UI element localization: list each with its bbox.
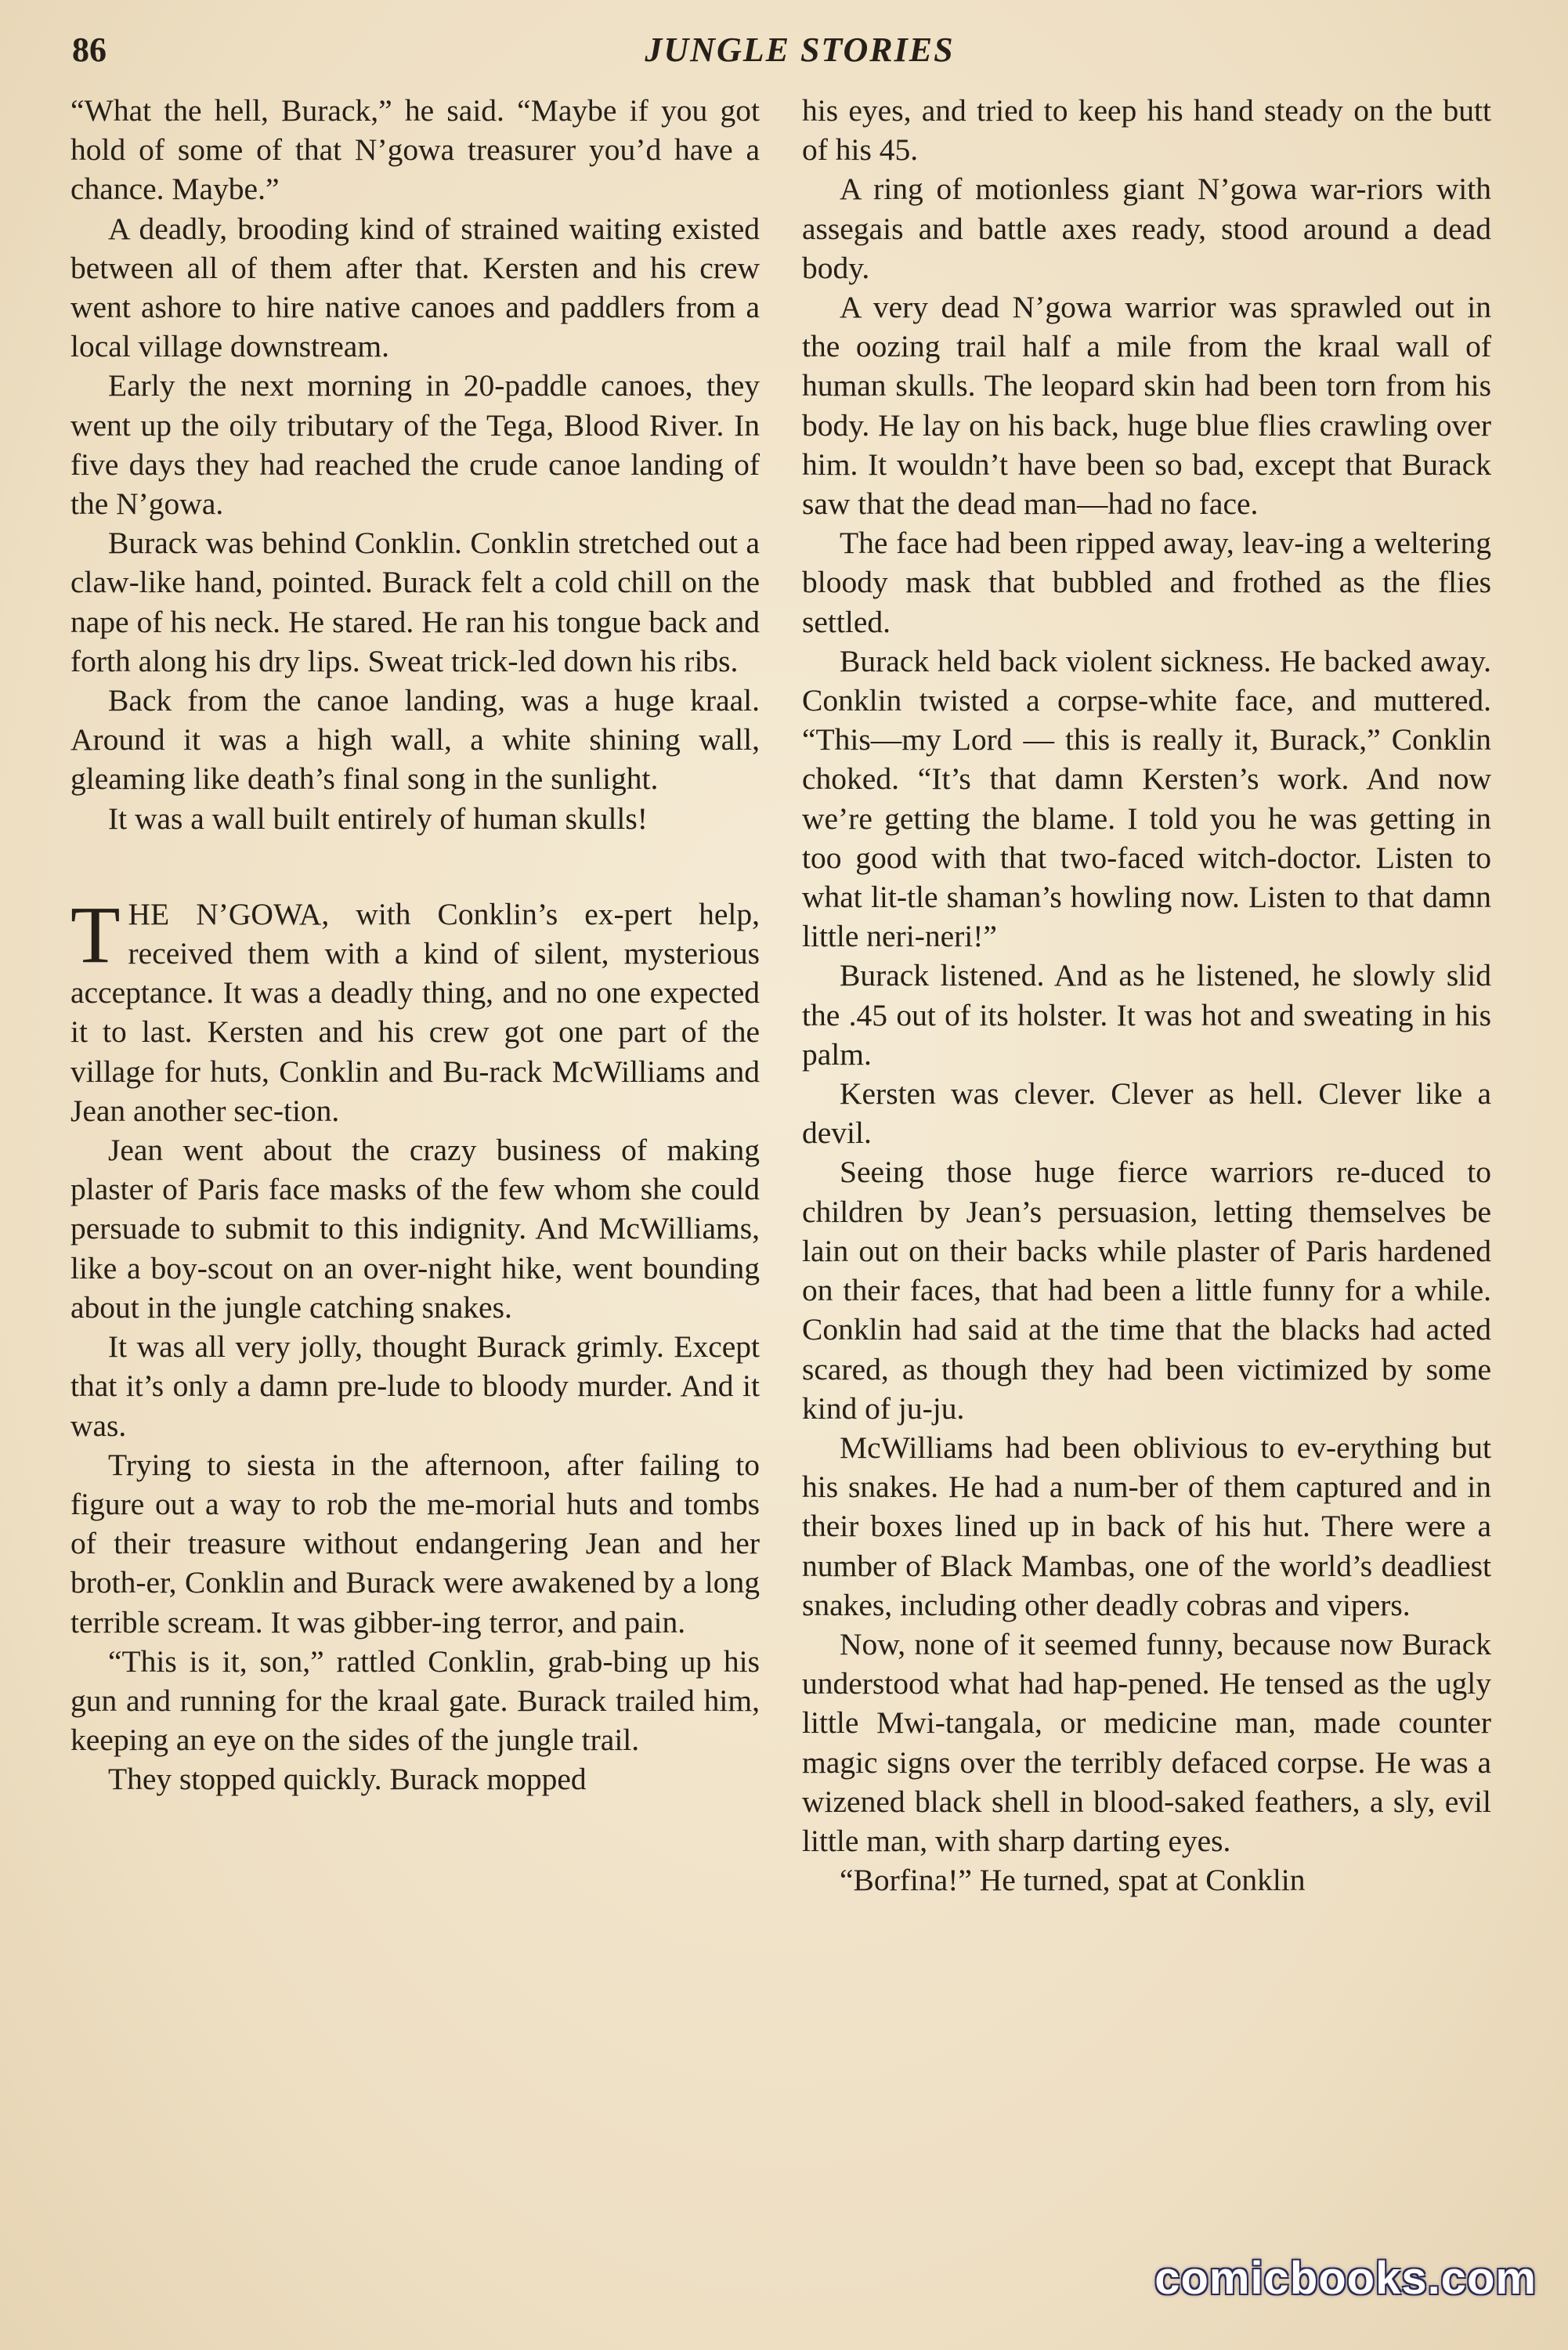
paragraph: his eyes, and tried to keep his hand steady on the butt of his 45. — [802, 93, 1491, 168]
paragraph: Burack held back violent sickness. He backed away. Conklin twisted a corpse-white face, and muttered. “This—my Lord — this is really it, Burack,” Conklin choked. “It’s that damn Kersten’s work. And now we’re getting the blame. I told you he was getting in too good with that two-faced witch-doctor. Listen to what lit-tle shaman’s howling now. Listen to that damn little neri-neri!” — [802, 643, 1491, 954]
paragraph: They stopped quickly. Burack mopped — [108, 1762, 587, 1797]
page-number: 86 — [72, 31, 107, 69]
drop-cap: T — [70, 889, 121, 980]
paragraph: Early the next morning in 20-paddle canoes, they went up the oily tributary of the Tega, Blood River. In five days they had reached the crude canoe landing of the N’gowa. — [70, 368, 760, 522]
paragraph: Kersten was clever. Clever as hell. Clever like a devil. — [802, 1076, 1491, 1151]
paragraph: Jean went about the crazy business of making plaster of Paris face masks of the few whom she could persuade to submit to this indignity. And McWilliams, like a boy-scout on an over-night hike, went bounding about in the jungle catching snakes. — [70, 1133, 760, 1325]
paragraph: Now, none of it seemed funny, because now Burack understood what had hap-pened. He tensed as the ugly little Mwi-tangala, or medicine man, made counter magic signs over the terribly defaced corpse. He was a wizened black shell in blood-saked feathers, a sly, evil little man, with sharp darting eyes. — [802, 1626, 1491, 1858]
paragraph: Burack listened. And as he listened, he slowly slid the .45 out of its holster. It was hot and sweating in his palm. — [802, 958, 1491, 1072]
paragraph: A very dead N’gowa warrior was sprawled out in the oozing trail half a mile from the kraal wall of human skulls. The leopard skin had been torn from his body. He lay on his back, huge blue flies crawling over him. It wouldn’t have been so bad, except that Burack saw that the dead man—had no face. — [802, 290, 1491, 522]
paragraph: “What the hell, Burack,” he said. “Maybe if you got hold of some of that N’gowa treasurer you’d have a chance. Maybe.” — [70, 93, 760, 207]
paragraph: Burack was behind Conklin. Conklin stretched out a claw-like hand, pointed. Burack felt a cold chill on the nape of his neck. He stared. He ran his tongue back and forth along his dry lips. Sweat trick-led down his ribs. — [70, 526, 760, 678]
section-break — [70, 838, 760, 895]
paragraph: Seeing those huge fierce warriors re-duced to children by Jean’s persuasion, letting themselves be lain out on their backs while plaster of Paris hardened on their faces, that had been a little funny for a while. Conklin had said at the time that the blacks had acted scared, as though they had been victimized by some kind of ju-ju. — [802, 1155, 1491, 1426]
smallcaps-lead: HE N’GOWA, — [128, 896, 330, 931]
paragraph: “This is it, son,” rattled Conklin, grab-bing up his gun and running for the kraal gate. Burack trailed him, keeping an eye on the sides of the jungle trail. — [70, 1643, 760, 1758]
dropcap-paragraph-text: with Conklin’s ex-pert help, received them with a kind of silent, mysterious acceptance. It was a deadly thing, and no one expected it to last. Kersten and his crew got one part of the village for huts, Conklin and Bu-rack McWilliams and Jean another sec-tion. — [70, 896, 760, 1128]
paragraph: It was a wall built entirely of human skulls! — [108, 801, 648, 836]
paragraph: It was all very jolly, thought Burack grimly. Except that it’s only a damn pre-lude to bloody murder. And it was. — [70, 1329, 760, 1443]
paragraph: A ring of motionless giant N’gowa war-riors with assegais and battle axes ready, stood around a dead body. — [802, 172, 1491, 285]
paragraph: Back from the canoe landing, was a huge kraal. Around it was a high wall, a white shining wall, gleaming like death’s final song in the sunlight. — [70, 683, 760, 797]
paragraph: Trying to siesta in the afternoon, after failing to figure out a way to rob the me-morial huts and tombs of their treasure without endangering Jean and her broth-er, Conklin and Burack were awakened by a long terrible scream. It was gibber-ing terror, and pain. — [70, 1447, 760, 1640]
right-column — [802, 91, 1491, 1900]
left-column — [70, 91, 760, 1799]
dropcap-paragraph — [70, 889, 760, 1130]
paragraph: “Borfina!” He turned, spat at Conklin — [840, 1863, 1306, 1898]
page-header — [72, 30, 1496, 77]
paragraph: A deadly, brooding kind of strained waiting existed between all of them after that. Kersten and his crew went ashore to hire native canoes and paddlers from a local village downstream. — [70, 211, 760, 364]
watermark-logo: comicbooks.com — [1154, 2253, 1537, 2304]
paragraph: McWilliams had been oblivious to ev-erything but his snakes. He had a num-ber of them captured and in their boxes lined up in back of his hut. There were a number of Black Mambas, one of the world’s deadliest snakes, including other deadly cobras and vipers. — [802, 1430, 1491, 1622]
paragraph: The face had been ripped away, leav-ing a weltering bloody mask that bubbled and frothed as the flies settled. — [802, 526, 1491, 639]
running-title: JUNGLE STORIES — [645, 31, 955, 69]
